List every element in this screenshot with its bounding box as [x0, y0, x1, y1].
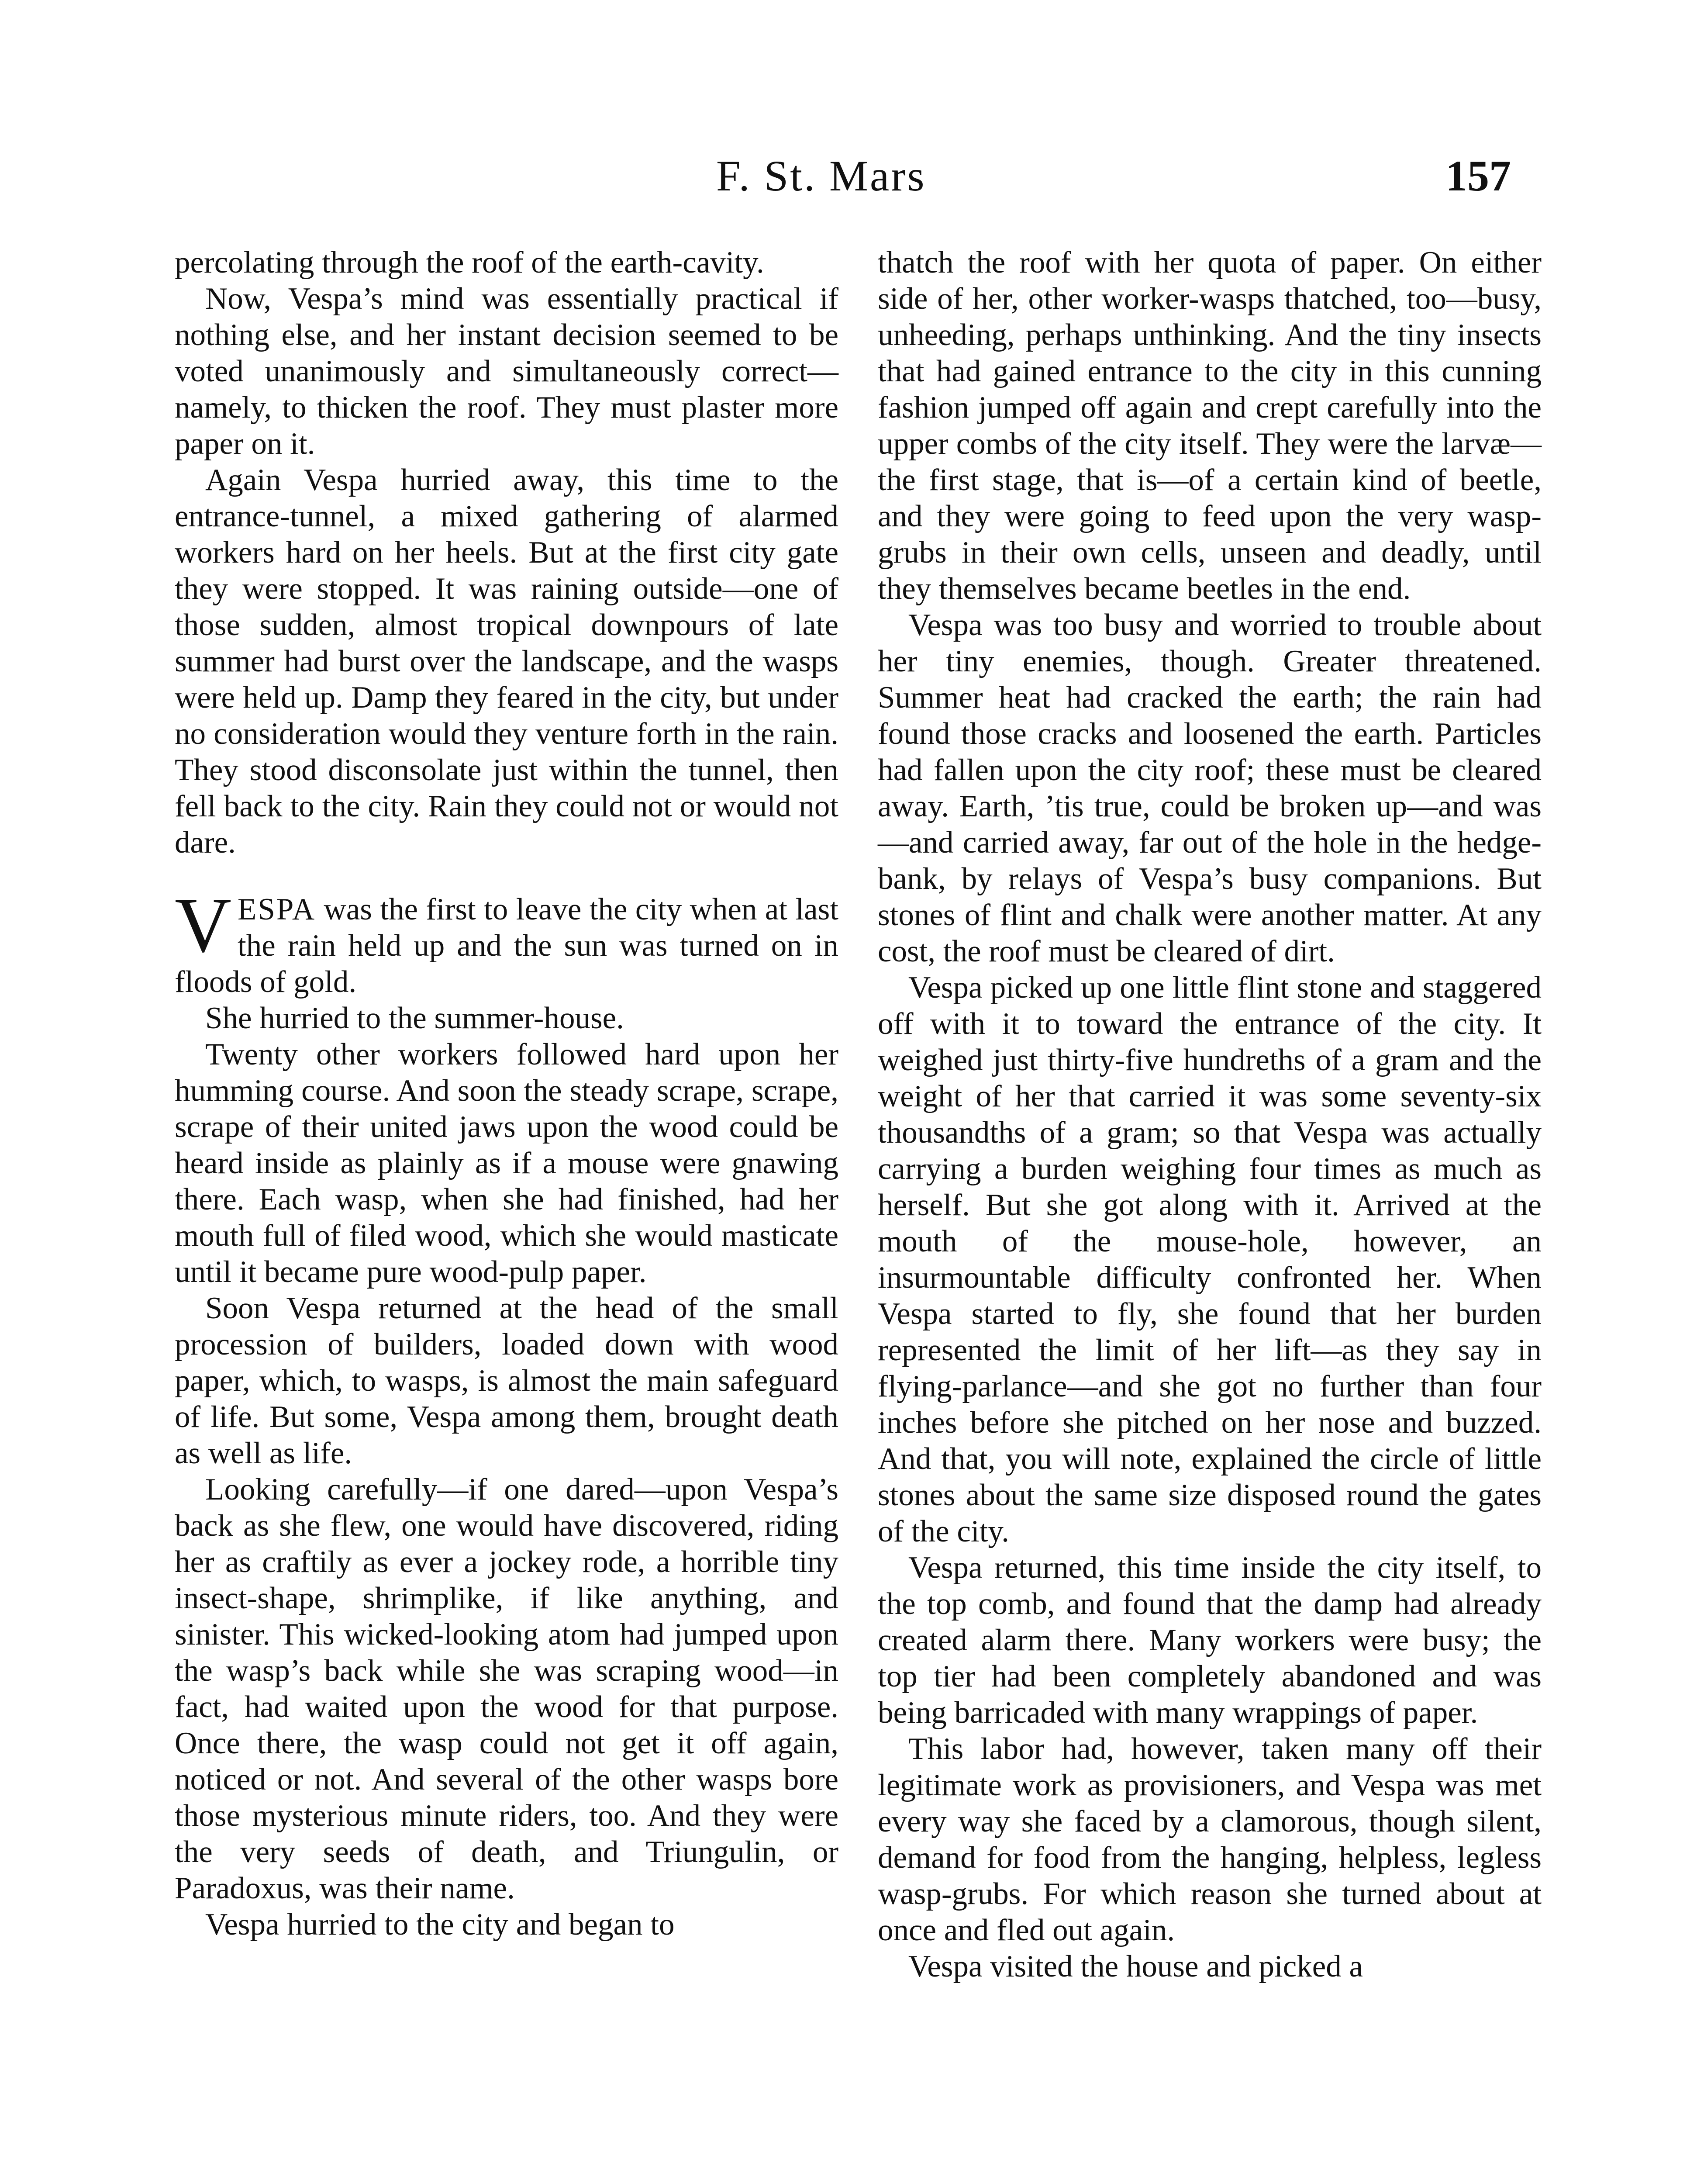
paragraph: Vespa picked up one little flint stone and staggered off with it to toward the entrance of the city. It weighed just thirty-five hundreths of a gram and the weight of her that carried it was some seventy-six thousandths of a gram; so that Vespa was actually carrying a burden weighing four times as much as herself. But she got along with it. Arrived at the mouth of the mouse-hole, however, an insurmountable difficulty confronted her. When Vespa started to fly, she found that her burden represented the limit of her lift—as they say in flying-parlance—and she got no further than four inches before she pitched on her nose and buzzed. And that, you will note, explained the circle of little stones about the same size disposed round the gates of the city. — [878, 971, 1542, 1548]
section-break — [175, 861, 838, 892]
paragraph: Vespa was too busy and worried to trouble about her tiny enemies, though. Greater threatened. Summer heat had cracked the earth; the rain had found those cracks and loosened the earth. Particles had fallen upon the city roof; these must be cleared away. Earth, ’tis true, could be broken up—and was—and carried away, far out of the hole in the hedge-bank, by relays of Vespa’s busy companions. But stones of flint and chalk were another matter. At any cost, the roof must be cleared of dirt. — [878, 608, 1542, 968]
page-header — [0, 151, 1704, 212]
right-column — [878, 245, 1542, 1985]
paragraph: Looking carefully—if one dared—upon Vespa’s back as she flew, one would have discovered, riding her as craftily as ever a jockey rode, a horrible tiny insect-shape, shrimplike, if like anything, and sinister. This wicked-looking atom had jumped upon the wasp’s back while she was scraping wood—in fact, had waited upon the wood for that purpose. Once there, the wasp could not get it off again, noticed or not. And several of the other wasps bore those mysterious minute riders, too. And they were the very seeds of death, and Triungulin, or Paradoxus, was their name. — [175, 1472, 838, 1905]
paragraph: Vespa returned, this time inside the city itself, to the top comb, and found that the damp had already created alarm there. Many workers were busy; the top tier had been completely abandoned and was being barricaded with many wrappings of paper. — [878, 1551, 1542, 1730]
left-column — [175, 245, 838, 1943]
paragraph-text: was the first to leave the city when at last the rain held up and the sun was turned on in floods of gold. — [175, 892, 838, 999]
paragraph: Again Vespa hurried away, this time to the entrance-tunnel, a mixed gathering of alarmed workers hard on her heels. But at the first city gate they were stopped. It was raining outside—one of those sudden, almost tropical downpours of late summer had burst over the landscape, and the wasps were held up. Damp they feared in the city, but under no consideration would they venture forth in the rain. They stood disconsolate just within the tunnel, then fell back to the city. Rain they could not or would not dare. — [175, 463, 838, 860]
paragraph: Now, Vespa’s mind was essentially practical if nothing else, and her instant decision seemed to be voted unanimously and simultaneously correct—namely, to thicken the roof. They must plaster more paper on it. — [175, 282, 838, 461]
drop-cap: V — [175, 881, 231, 968]
paragraph: thatch the roof with her quota of paper. On either side of her, other worker-wasps thatched, too—busy, unheeding, perhaps unthinking. And the tiny insects that had gained entrance to the city in this cunning fashion jumped off again and crept carefully into the upper combs of the city itself. They were the larvæ—the first stage, that is—of a certain kind of beetle, and they were going to feed upon the very wasp-grubs in their own cells, unseen and deadly, until they themselves became beetles in the end. — [878, 245, 1542, 606]
paragraph: Vespa hurried to the city and began to — [205, 1908, 675, 1942]
dropcap-paragraph — [175, 881, 838, 1000]
paragraph: Soon Vespa returned at the head of the small procession of builders, loaded down with wood paper, which, to wasps, is almost the main safeguard of life. But some, Vespa among them, brought death as well as life. — [175, 1291, 838, 1470]
page-number: 157 — [1445, 152, 1511, 200]
paragraph: This labor had, however, taken many off their legitimate work as provisioners, and Vespa was met every way she faced by a clamorous, though silent, demand for food from the hanging, helpless, legless wasp-grubs. For which reason she turned about at once and fled out again. — [878, 1732, 1542, 1947]
paragraph: Vespa visited the house and picked a — [908, 1949, 1363, 1984]
paragraph: Twenty other workers followed hard upon her humming course. And soon the steady scrape, scrape, scrape of their united jaws upon the wood could be heard inside as plainly as if a mouse were gnawing there. Each wasp, when she had finished, had her mouth full of filed wood, which she would masticate until it became pure wood-pulp paper. — [175, 1037, 838, 1289]
paragraph: She hurried to the summer-house. — [205, 1001, 624, 1035]
smallcaps-lead: ESPA — [238, 892, 316, 926]
paragraph: percolating through the roof of the earth-cavity. — [175, 245, 764, 280]
running-title: F. St. Mars — [716, 152, 926, 200]
